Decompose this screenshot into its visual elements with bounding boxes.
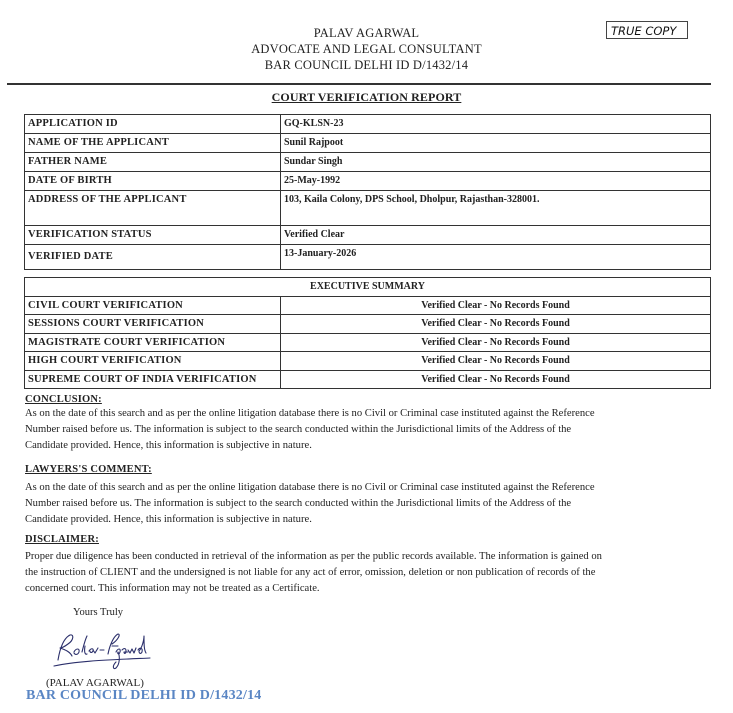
signatory-bar-id: BAR COUNCIL DELHI ID D/1432/14 [26, 688, 262, 703]
table-row [25, 115, 711, 134]
closing-text: Yours Truly [73, 607, 124, 618]
lawyers-comment-line: As on the date of this search and as per the online litigation database there is no Civil or Criminal case instituted against the Reference [25, 482, 595, 493]
court-result: Verified Clear - No Records Found [281, 333, 711, 352]
table-row [25, 226, 711, 245]
lawyers-comment-heading: LAWYERS'S COMMENT: [25, 464, 152, 475]
detail-value: 13-January-2026 [281, 245, 711, 270]
table-row [25, 352, 711, 371]
disclaimer-text [25, 549, 705, 597]
table-row [25, 153, 711, 172]
detail-value: Sundar Singh [281, 153, 711, 172]
conclusion-line: As on the date of this search and as per the online litigation database there is no Civil or Criminal case instituted against the Reference [25, 408, 595, 419]
conclusion-heading: CONCLUSION: [25, 394, 102, 405]
detail-label: DATE OF BIRTH [25, 172, 281, 191]
court-label: CIVIL COURT VERIFICATION [25, 296, 281, 315]
table-row [25, 191, 711, 226]
header-divider [7, 83, 711, 85]
table-header-row [25, 278, 711, 297]
disclaimer-heading: DISCLAIMER: [25, 534, 99, 545]
true-copy-stamp: TRUE COPY [606, 21, 688, 39]
lawyers-comment-line: Number raised before us. The information is subject to the search conducted within the Jurisdictional limits of the Address of the [25, 498, 572, 509]
detail-label: NAME OF THE APPLICANT [25, 134, 281, 153]
letterhead-name: PALAV AGARWAL [313, 26, 420, 40]
detail-value: GQ-KLSN-23 [281, 115, 711, 134]
lawyers-comment-line: Candidate provided. Hence, this information is subjective in nature. [25, 514, 312, 525]
signatory-name: (PALAV AGARWAL) [46, 677, 144, 689]
executive-summary-heading: EXECUTIVE SUMMARY [25, 278, 711, 297]
report-title: COURT VERIFICATION REPORT [271, 90, 462, 104]
table-row [25, 172, 711, 191]
disclaimer-line: concerned court. This information may not be treated as a Certificate. [25, 583, 320, 594]
table-row [25, 333, 711, 352]
disclaimer-line: the instruction of CLIENT and the undersigned is not liable for any act of error, omission, deletion or non publication of records of the [25, 567, 596, 578]
conclusion-line: Candidate provided. Hence, this information is subjective in nature. [25, 440, 312, 451]
court-result: Verified Clear - No Records Found [281, 315, 711, 334]
conclusion-line: Number raised before us. The information is subject to the search conducted within the Jurisdictional limits of the Address of the [25, 424, 572, 435]
detail-label: VERIFICATION STATUS [25, 226, 281, 245]
court-label: SESSIONS COURT VERIFICATION [25, 315, 281, 334]
table-row [25, 134, 711, 153]
detail-value: 25-May-1992 [281, 172, 711, 191]
table-row [25, 370, 711, 389]
detail-label: FATHER NAME [25, 153, 281, 172]
court-label: HIGH COURT VERIFICATION [25, 352, 281, 371]
court-result: Verified Clear - No Records Found [281, 296, 711, 315]
lawyers-comment-text [25, 480, 705, 528]
applicant-details-table [24, 114, 711, 270]
detail-value: Sunil Rajpoot [281, 134, 711, 153]
court-result: Verified Clear - No Records Found [281, 352, 711, 371]
letterhead-bar-id: BAR COUNCIL DELHI ID D/1432/14 [264, 58, 469, 72]
detail-label: APPLICATION ID [25, 115, 281, 134]
handwritten-signature-icon [46, 626, 166, 676]
table-row [25, 296, 711, 315]
letterhead-designation: ADVOCATE AND LEGAL CONSULTANT [251, 42, 482, 56]
court-label: MAGISTRATE COURT VERIFICATION [25, 333, 281, 352]
detail-value: 103, Kaila Colony, DPS School, Dholpur, Rajasthan-328001. [281, 191, 711, 226]
table-row [25, 315, 711, 334]
court-result: Verified Clear - No Records Found [281, 370, 711, 389]
detail-value: Verified Clear [281, 226, 711, 245]
detail-label: ADDRESS OF THE APPLICANT [25, 191, 281, 226]
court-label: SUPREME COURT OF INDIA VERIFICATION [25, 370, 281, 389]
conclusion-text [25, 406, 705, 454]
detail-label: VERIFIED DATE [25, 245, 281, 270]
executive-summary-table [24, 277, 711, 389]
table-row [25, 245, 711, 270]
disclaimer-line: Proper due diligence has been conducted in retrieval of the information as per the public records available. The information is gained on [25, 551, 602, 562]
